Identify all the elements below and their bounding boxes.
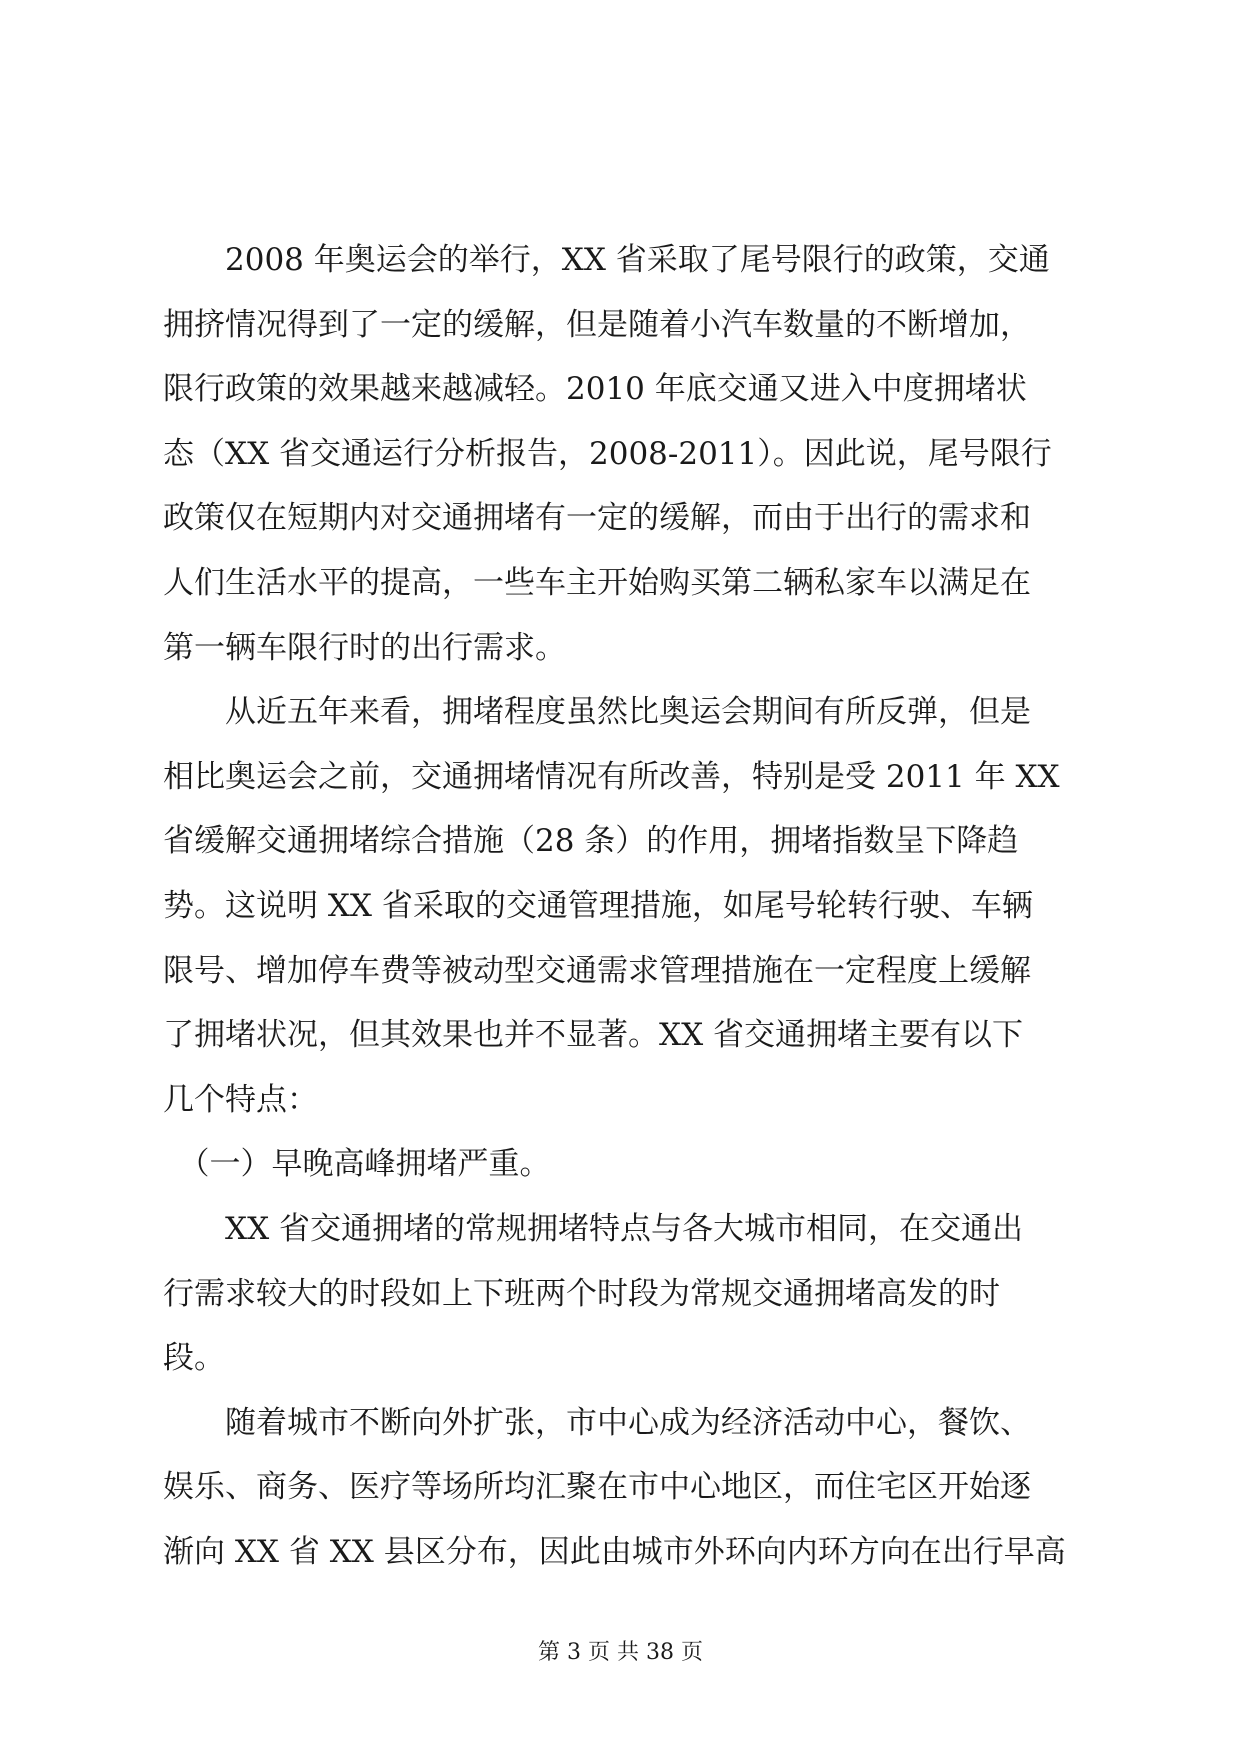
text-line: 行需求较大的时段如上下班两个时段为常规交通拥堵高发的时 — [163, 1275, 1000, 1312]
text-line: XX 省交通拥堵的常规拥堵特点与各大城市相同，在交通出 — [163, 1210, 1023, 1247]
text-line: 拥挤情况得到了一定的缓解，但是随着小汽车数量的不断增加， — [163, 306, 1031, 343]
text-line: 随着城市不断向外扩张，市中心成为经济活动中心，餐饮、 — [163, 1404, 1031, 1441]
text-line: 限行政策的效果越来越减轻。2010 年底交通又进入中度拥堵状 — [163, 371, 1027, 408]
page-number-footer: 第 3 页 共 38 页 — [538, 1640, 703, 1665]
text-line: 政策仅在短期内对交通拥堵有一定的缓解，而由于出行的需求和 — [163, 500, 1031, 537]
body-text — [163, 228, 1083, 1584]
text-line: 限号、增加停车费等被动型交通需求管理措施在一定程度上缓解 — [163, 952, 1031, 989]
text-line: 省缓解交通拥堵综合措施（28 条）的作用，拥堵指数呈下降趋 — [163, 823, 1019, 860]
section-heading: （一）早晚高峰拥堵严重。 — [163, 1146, 551, 1183]
text-line: 几个特点： — [163, 1081, 318, 1118]
text-line: 娱乐、商务、医疗等场所均汇聚在市中心地区，而住宅区开始逐 — [163, 1469, 1031, 1506]
text-line: 第一辆车限行时的出行需求。 — [163, 629, 566, 666]
text-line: 态（XX 省交通运行分析报告，2008-2011）。因此说，尾号限行 — [163, 435, 1052, 472]
text-line: 渐向 XX 省 XX 县区分布，因此由城市外环向内环方向在出行早高 — [163, 1533, 1066, 1570]
text-line: 势。这说明 XX 省采取的交通管理措施，如尾号轮转行驶、车辆 — [163, 887, 1033, 924]
text-line: 从近五年来看，拥堵程度虽然比奥运会期间有所反弹，但是 — [163, 694, 1031, 731]
text-line: 了拥堵状况，但其效果也并不显著。XX 省交通拥堵主要有以下 — [163, 1017, 1023, 1054]
text-line: 相比奥运会之前，交通拥堵情况有所改善，特别是受 2011 年 XX — [163, 758, 1060, 795]
text-line: 2008 年奥运会的举行，XX 省采取了尾号限行的政策，交通 — [163, 242, 1050, 278]
text-line: 段。 — [163, 1340, 225, 1377]
text-line: 人们生活水平的提高，一些车主开始购买第二辆私家车以满足在 — [163, 564, 1031, 601]
